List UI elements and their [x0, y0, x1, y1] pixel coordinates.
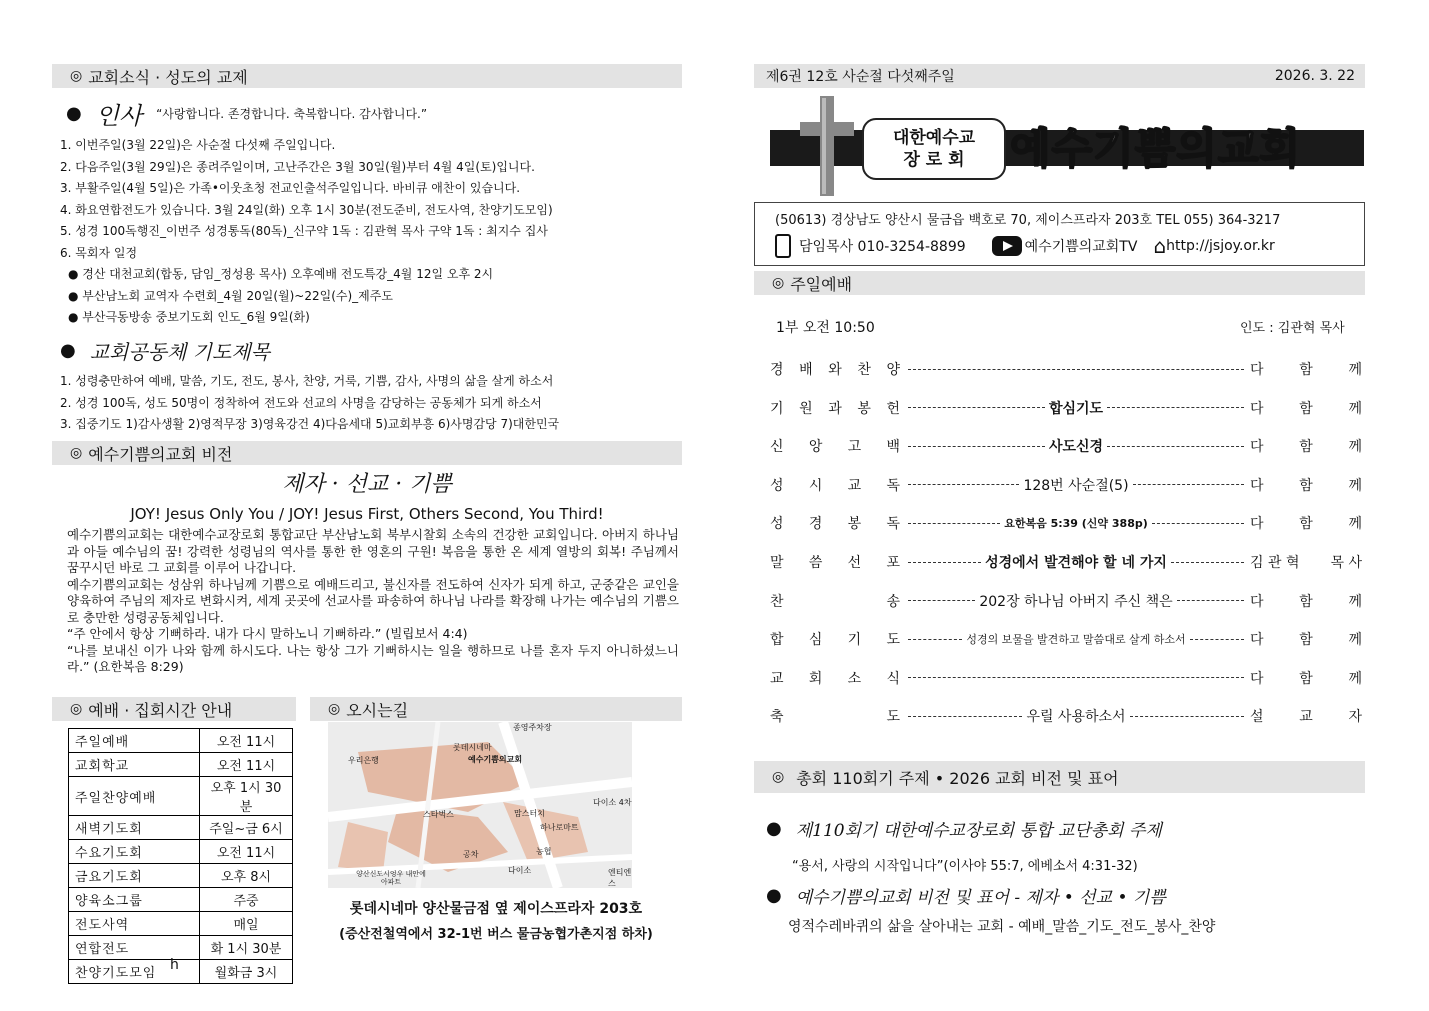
map-label: 스타벅스: [423, 810, 454, 819]
bullet-icon: ◎: [772, 275, 785, 291]
order-row: [770, 668, 1362, 688]
schedule-header: ◎ 예배 · 집회시간 안내: [52, 697, 296, 721]
order-item-leader: 다 함 께: [1250, 632, 1362, 649]
map-label: 종영주차장: [513, 723, 552, 732]
order-item-leader: 김 관 혁 목 사: [1250, 555, 1362, 571]
theme-header: ◎ 총회 110회기 주제 • 2026 교회 비전 및 표어: [754, 761, 1365, 793]
order-row: [770, 513, 1362, 533]
schedule-table: [68, 728, 293, 984]
map-label: 다이소: [508, 866, 532, 875]
theme2-title-row: [766, 883, 1166, 908]
table-row: 교회학교 오전 11시: [69, 753, 293, 777]
table-row: 수요기도회 오전 11시: [69, 840, 293, 864]
order-item-detail: 성경에서 발견해야 할 네 가지: [908, 552, 1244, 572]
table-row: 전도사역 매일: [69, 912, 293, 936]
map-label: 엔티엔스: [608, 868, 632, 888]
bullet-icon: ◎: [70, 701, 83, 717]
vision-motto: 제자 · 선교 · 기쁨: [282, 472, 452, 497]
theme2-text: 영적수레바퀴의 삶을 살아내는 교회 - 예배_말씀_기도_전도_봉사_찬양: [788, 919, 1216, 935]
greeting-text: “사랑합니다. 존경합니다. 축복합니다. 감사합니다.”: [156, 107, 428, 121]
theme2-title: 예수기쁨의교회 비전 및 표어 - 제자 • 선교 • 기쁨: [795, 888, 1166, 908]
schedule-item: ● 부산극동방송 중보기도회 인도_6월 9일(화): [68, 310, 310, 324]
theme1-text: “용서, 사랑의 시작입니다”(이사야 55:7, 에베소서 4:31-32): [792, 859, 1138, 874]
order-item-leader: 다 함 께: [1250, 400, 1362, 417]
directions-header: ◎ 오시는길: [310, 697, 682, 721]
order-item-name: 말 씀 선 포: [770, 555, 900, 571]
theme1-title-row: [766, 816, 1162, 841]
issue-number: 제6권 12호 사순절 다섯째주일: [766, 69, 955, 85]
order-item-detail: 128번 사순절(5): [908, 475, 1244, 495]
cross-icon: [800, 96, 854, 196]
order-item-name: 신 앙 고 백: [770, 439, 900, 456]
vision-paragraph: 예수기쁨의교회는 대한예수교장로회 통합교단 부산남노회 북부시찰회 소속의 건강한 교회입니다. 아버지 하나님과 아들 예수님의 꿈! 강력한 성령님의 역사를 통한 한 영혼의 구원! 복음을 통한 온 세계 열방의 회복! 주님께서 꿈꾸시던 바로 그 교회를 이루어 나갑니다.: [67, 527, 679, 575]
table-row: 새벽기도회 주일~금 6시: [69, 816, 293, 840]
bullet-icon: ◎: [772, 769, 785, 785]
phone-icon: [775, 234, 791, 258]
table-row: 찬양기도모임 월화금 3시: [69, 960, 293, 984]
map-label: 농협: [536, 847, 552, 856]
order-item-detail: [908, 677, 1244, 678]
table-row: 양육소그룹 주중: [69, 888, 293, 912]
order-item-detail: 202장 하나님 아버지 주신 책은: [908, 591, 1244, 611]
map-label: 다이소 4차: [593, 798, 632, 807]
map-label: 공차: [463, 850, 479, 859]
news-header: ◎ 교회소식 · 성도의 교제: [52, 64, 682, 88]
table-row: 주일찬양예배 오후 1시 30분: [69, 777, 293, 816]
order-row: [770, 436, 1362, 456]
order-item-detail: [908, 369, 1244, 370]
home-icon: ⌂: [1153, 234, 1167, 258]
news-item: 2. 다음주일(3월 29일)은 종려주일이며, 고난주간은 3월 30일(월)부터 4월 4일(토)입니다.: [60, 159, 535, 174]
youtube-icon: [992, 236, 1022, 256]
order-item-name: 합 심 기 도: [770, 632, 900, 649]
bullet-icon: ●: [766, 885, 782, 906]
order-item-name: 경 배 와 찬 양: [770, 362, 900, 378]
contact-box: [754, 202, 1365, 266]
news-item: 6. 목회자 일정: [60, 245, 138, 260]
map-label: 양산신도시엉우 내안에아파트: [356, 870, 426, 886]
order-item-leader: 다 함 께: [1250, 477, 1362, 494]
map-label-church: 예수기쁨의교회: [468, 755, 523, 764]
bullet-icon: ●: [66, 103, 82, 124]
contact-row: [775, 234, 1275, 258]
order-row: [770, 706, 1362, 726]
issue-date: 2026. 3. 22: [1274, 68, 1355, 84]
denomination-box: 대한예수교 장 로 회: [862, 118, 1006, 180]
order-item-name: 성 시 교 독: [770, 477, 900, 494]
pastor-phone: 담임목사 010-3254-8899: [799, 239, 966, 255]
map-label: 롯데시네마: [453, 743, 492, 752]
youtube-channel[interactable]: 예수기쁨의교회TV: [1024, 239, 1138, 255]
vision-joy: JOY! Jesus Only You / JOY! Jesus First, Others Second, You Third!: [130, 505, 604, 523]
church-name: 예수기쁨의교회: [1010, 124, 1302, 173]
issue-bar: [754, 64, 1365, 88]
order-row: [770, 398, 1362, 418]
address: (50613) 경상남도 양산시 물금읍 백호로 70, 제이스프라자 203호 TEL 055) 364-3217: [775, 213, 1281, 228]
bullet-icon: ◎: [70, 445, 83, 461]
greeting-title: 인사: [95, 102, 143, 130]
news-item: 4. 화요연합전도가 있습니다. 3월 24일(화) 오후 1시 30분(전도준비, 전도사역, 찬양기도모임): [60, 202, 553, 217]
prayer-title-row: [60, 336, 270, 365]
news-item: 5. 성경 100독행진_이번주 성경통독(80독)_신구약 1독 : 김관혁 목사 구약 1독 : 최지수 집사: [60, 224, 548, 238]
prayer-item: 3. 집중기도 1)감사생활 2)영적무장 3)영육강건 4)다음세대 5)교회부흥 6)사명감당 7)대한민국: [60, 417, 560, 431]
bullet-icon: ◎: [328, 701, 341, 717]
map-label: 우리은행: [348, 756, 379, 765]
order-item-name: 교 회 소 식: [770, 670, 900, 687]
table-row: 연합전도 화 1시 30분: [69, 936, 293, 960]
order-row: [770, 629, 1362, 649]
bullet-icon: ●: [60, 340, 76, 361]
order-item-leader: 다 함 께: [1250, 362, 1362, 378]
homepage-link[interactable]: http://jsjoy.or.kr: [1166, 238, 1275, 254]
vision-header: ◎ 예수기쁨의교회 비전: [52, 441, 682, 465]
schedule-table-wrap: [68, 728, 293, 984]
prayer-list: [60, 372, 559, 437]
order-item-detail: 성경의 보물을 발견하고 말씀대로 살게 하소서: [908, 631, 1244, 647]
order-item-leader: 다 함 께: [1250, 670, 1362, 687]
prayer-item: 1. 성령충만하여 예배, 말씀, 기도, 전도, 봉사, 찬양, 거룩, 기쁨, 감사, 사명의 삶을 살게 하소서: [60, 374, 554, 388]
table-row: 금요기도회 오후 8시: [69, 864, 293, 888]
order-row: [770, 475, 1362, 495]
order-item-name: 찬 송: [770, 593, 900, 610]
news-list: [60, 136, 553, 330]
schedule-item: ● 경산 대천교회(합동, 담임_정성용 목사) 오후예배 전도특강_4월 12일 오후 2시: [68, 267, 494, 281]
vision-verse: “주 안에서 항상 기뻐하라. 내가 다시 말하노니 기뻐하라.” (빌립보서 4:4): [67, 626, 468, 641]
service-leader: 인도 : 김관혁 목사: [1240, 321, 1345, 336]
prayer-title: 교회공동체 기도제목: [89, 340, 270, 364]
vision-text: [67, 527, 679, 676]
worship-header: ◎ 주일예배: [754, 271, 1365, 295]
map-label: 하나로마트: [540, 823, 579, 832]
order-row: [770, 359, 1362, 379]
map-label: 맘스터치: [514, 809, 545, 818]
directions-bus: (증산전철역에서 32-1번 버스 물금농협가촌지점 하차): [339, 927, 653, 942]
map[interactable]: [328, 722, 632, 888]
news-item: 1. 이번주일(3월 22일)은 사순절 다섯째 주일입니다.: [60, 138, 336, 152]
order-item-leader: 다 함 께: [1250, 439, 1362, 456]
bullet-icon: ●: [766, 818, 782, 839]
order-item-leader: 다 함 께: [1250, 516, 1362, 533]
order-item-detail: 우릴 사용하소서: [908, 706, 1244, 726]
service-time: 1부 오전 10:50: [776, 320, 875, 336]
footer-mark: h: [170, 957, 179, 973]
order-row: [770, 591, 1362, 611]
order-item-name: 기 원 과 봉 헌: [770, 400, 900, 417]
directions-address: 롯데시네마 양산물금점 옆 제이스프라자 203호: [349, 901, 643, 917]
theme1-title: 제110회기 대한예수교장로회 통합 교단총회 주제: [795, 821, 1162, 841]
vision-verse: “나를 보내신 이가 나와 함께 하시도다. 나는 항상 그가 기뻐하시는 일을 행하므로 나를 혼자 두지 아니하셨느니라.” (요한복음 8:29): [67, 642, 679, 674]
order-item-name: 성 경 봉 독: [770, 516, 900, 533]
bullet-icon: ◎: [70, 68, 83, 84]
schedule-item: ● 부산남노회 교역자 수련회_4월 20일(월)~22일(수)_제주도: [68, 288, 393, 303]
order-item-detail: 합심기도: [908, 398, 1244, 418]
greeting: [66, 96, 427, 131]
prayer-item: 2. 성경 100독, 성도 50명이 정착하여 전도와 선교의 사명을 감당하는 공동체가 되게 하소서: [60, 395, 542, 410]
table-row: 주일예배 오전 11시: [69, 729, 293, 753]
order-item-detail: 요한복음 5:39 (신약 388p): [908, 515, 1244, 531]
order-item-leader: 다 함 께: [1250, 593, 1362, 610]
order-item-detail: 사도신경: [908, 436, 1244, 456]
order-item-name: 축 도: [770, 709, 900, 726]
vision-paragraph: 예수기쁨의교회는 성삼위 하나님께 기쁨으로 예배드리고, 불신자를 전도하여 신자가 되게 하고, 군중같은 교인을 양육하여 주님의 제자로 변화시켜, 세계 곳곳에 선교사를 파송하여 하나님 나라를 확장해 나가는 예수님의 기쁨으로 충만한 성령공동체입니다.: [67, 576, 679, 625]
order-row: [770, 552, 1362, 572]
news-item: 3. 부활주일(4월 5일)은 가족•이웃초청 전교인출석주일입니다. 바비큐 애찬이 있습니다.: [60, 181, 521, 195]
order-item-leader: 설 교 자: [1250, 709, 1362, 726]
